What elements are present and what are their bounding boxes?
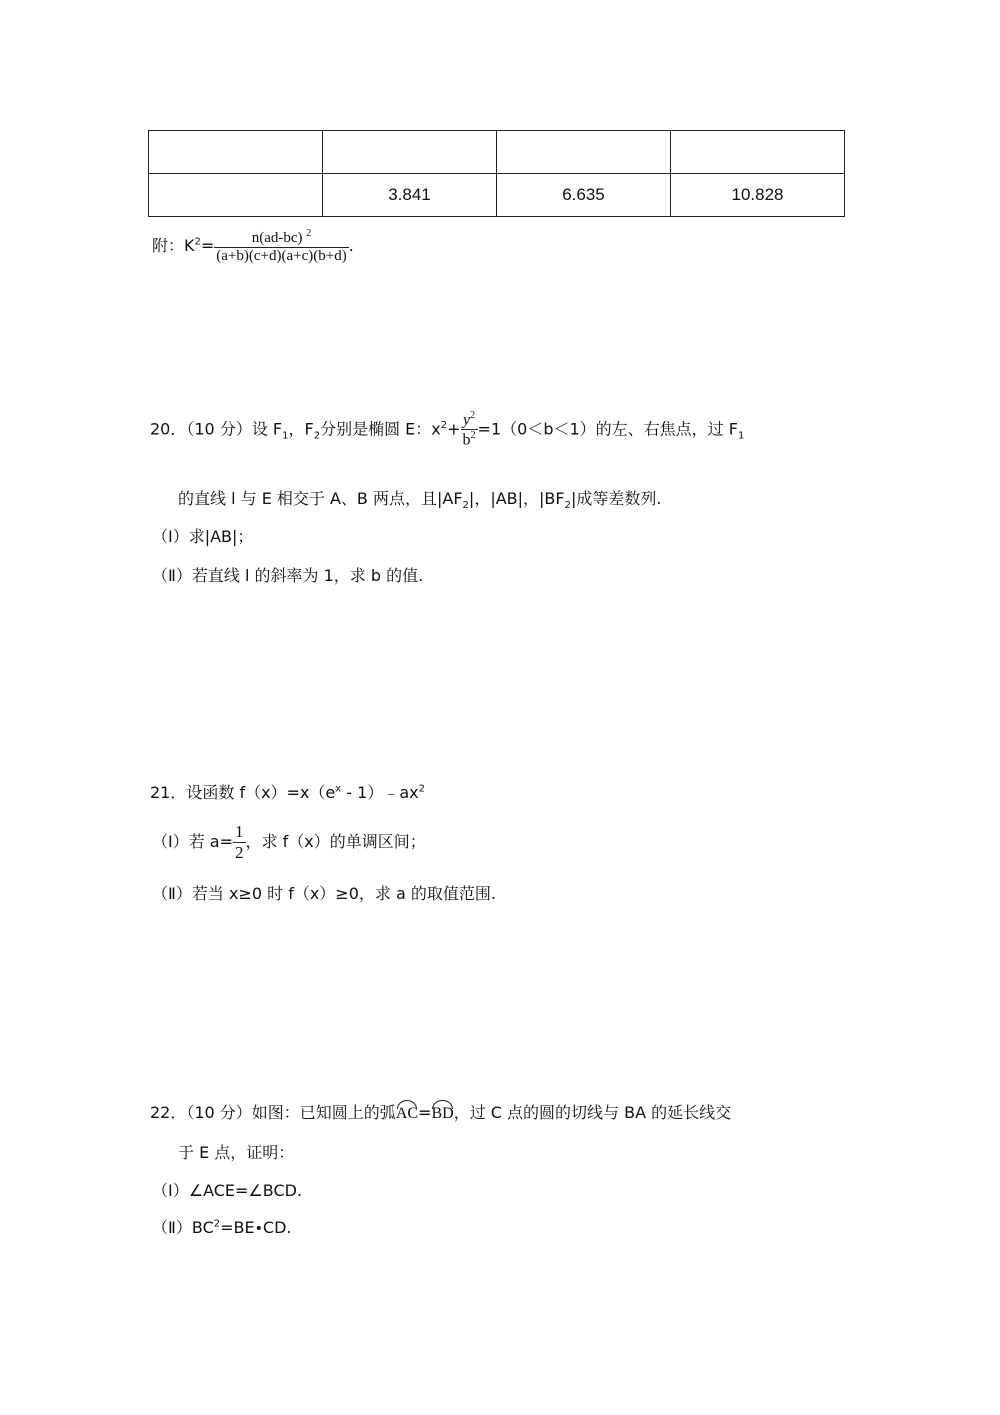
numerator-exp: 2 [306,228,312,239]
fraction-numerator: n(ad-bc) [251,230,303,246]
question-22-line-1 [150,1100,731,1123]
half-fraction [233,822,246,863]
note-end: . [348,236,354,255]
table-cell [149,174,323,217]
fraction-numerator: y [462,411,471,429]
table-cell: 3.841 [323,174,497,217]
q20-text: |成等差数列. [570,489,662,508]
question-22-line-2: 于 E 点，证明： [178,1143,295,1162]
table-row [149,131,845,174]
ellipse-fraction [461,410,478,450]
k-squared-fraction [214,228,348,265]
question-20-line-1 [150,410,744,450]
q22-text: CD. [262,1218,292,1237]
q20-sub: 1 [737,430,745,442]
q22-text: （Ⅱ）BC [152,1218,214,1237]
bullet-dot: • [254,1221,263,1237]
q22-text: =BE [220,1218,255,1237]
q21-text: 21．设函数 f（x）=x（e [150,783,336,802]
table-cell [671,131,845,174]
q20-text: =1（0＜b＜1）的左、右焦点，过 F [477,419,738,439]
q20-sub: 2 [313,430,321,442]
q20-text: 设 F [251,419,283,439]
q20-sub: 1 [282,430,289,442]
table-cell [497,131,671,174]
fraction-denominator: 2 [235,843,244,862]
question-22-part-1: （Ⅰ）∠ACE=∠BCD. [152,1181,303,1200]
q22-text: 22．（10 分）如图：已知圆上的弧 [150,1103,396,1122]
q20-text: 分别是椭圆 E：x [320,419,441,439]
note-eq: = [200,236,215,255]
question-21-stem [150,780,425,803]
q20-sup: 2 [440,420,448,431]
q21-text: - 1）﹣ax [341,783,419,802]
q20-text: 的直线 l 与 E 相交于 A、B 两点，且|AF [178,489,463,508]
question-21-part-1 [152,822,426,863]
q21-sup: x [335,783,342,795]
table-cell [323,131,497,174]
q20-text: |，|AB|，|BF [468,489,565,508]
question-21-part-2: （Ⅱ）若当 x≥0 时 f（x）≥0，求 a 的取值范围. [152,884,496,903]
question-points: （10 分） [186,419,252,439]
question-20-line-2 [178,486,661,511]
q20-sub: 2 [462,500,469,512]
table-cell [149,131,323,174]
question-number: 20． [150,419,187,439]
table-row [149,174,845,217]
note-prefix: 附：K [152,236,195,255]
q21-text: ，求 f（x）的单调区间； [245,832,426,851]
question-20-part-1: （Ⅰ）求|AB|； [152,527,254,546]
q22-sup: 2 [213,1218,221,1230]
question-22-part-2 [152,1215,291,1238]
fraction-numerator: 1 [235,822,244,841]
k-squared-formula [152,228,354,265]
table-cell: 6.635 [497,174,671,217]
q20-text: + [447,419,461,439]
q22-text: = [418,1103,432,1122]
q20-text: ，F [288,419,314,439]
fraction-denominator: b [462,431,471,449]
fraction-denominator: (a+b)(c+d)(a+c)(b+d) [216,248,347,264]
question-20-part-2: （Ⅱ）若直线 l 的斜率为 1，求 b 的值. [152,566,424,585]
q21-text: （Ⅰ）若 a= [152,832,234,851]
arc-ac: AC [395,1105,419,1122]
q22-text: ，过 C 点的圆的切线与 BA 的延长线交 [453,1103,732,1122]
arc-bd: BD [431,1105,454,1122]
critical-value-table [148,130,845,217]
q21-sup: 2 [418,783,425,795]
note-sup: 2 [194,236,201,248]
table-cell: 10.828 [671,174,845,217]
q20-sub: 2 [564,500,571,512]
denominator-exp: 2 [470,430,476,442]
numerator-exp: 2 [470,410,476,421]
